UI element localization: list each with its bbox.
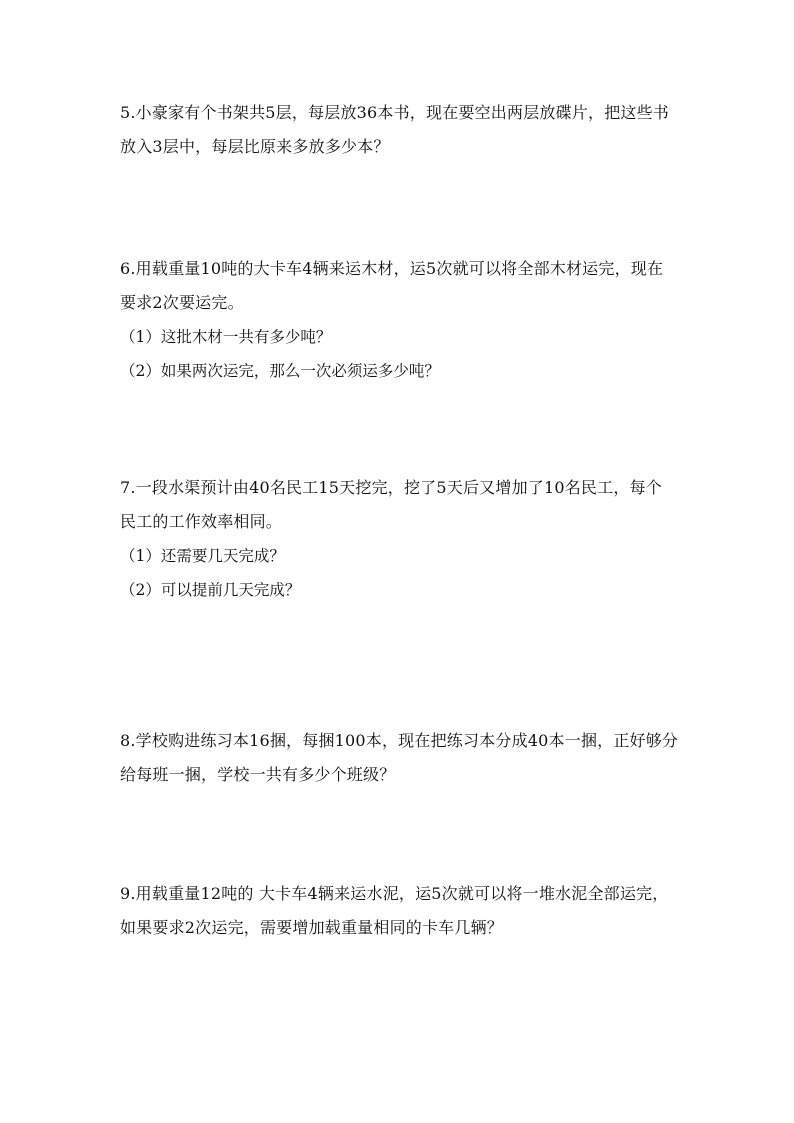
problem-7: [120, 471, 680, 607]
problem-7-line-1: 7.一段水渠预计由40名民工15天挖完，挖了5天后又增加了10名民工，每个: [120, 478, 662, 497]
problem-5: [120, 96, 680, 164]
problem-6-line-1: 6.用载重量10吨的大卡车4辆来运木材，运5次就可以将全部木材运完，现在: [120, 259, 664, 278]
problem-9-line-2: 如果要求2次运完，需要增加载重量相同的卡车几辆？: [120, 918, 503, 937]
problem-6-sub-1: （1）这批木材一共有多少吨？: [120, 328, 332, 346]
problem-5-line-1: 5.小豪家有个书架共5层，每层放36本书，现在要空出两层放碟片，把这些书: [120, 103, 670, 122]
problem-8-line-1: 8.学校购进练习本16捆，每捆100本，现在把练习本分成40本一捆，正好够分: [120, 731, 679, 750]
problem-5-line-2: 放入3层中，每层比原来多放多少本？: [120, 137, 390, 156]
problem-6: [120, 252, 680, 388]
problem-9-line-1: 9.用载重量12吨的 大卡车4辆来运水泥，运5次就可以将一堆水泥全部运完，: [120, 884, 669, 903]
problem-9: [120, 877, 680, 945]
problem-7-sub-1: （1）还需要几天完成？: [120, 547, 285, 565]
problem-6-sub-2: （2）如果两次运完，那么一次必须运多少吨？: [120, 362, 440, 380]
problem-6-line-2: 要求2次要运完。: [120, 293, 244, 312]
problem-7-line-2: 民工的工作效率相同。: [120, 512, 283, 531]
problem-8-line-2: 给每班一捆，学校一共有多少个班级？: [120, 765, 396, 784]
problem-7-sub-2: （2）可以提前几天完成？: [120, 581, 301, 599]
problem-8: [120, 724, 680, 792]
